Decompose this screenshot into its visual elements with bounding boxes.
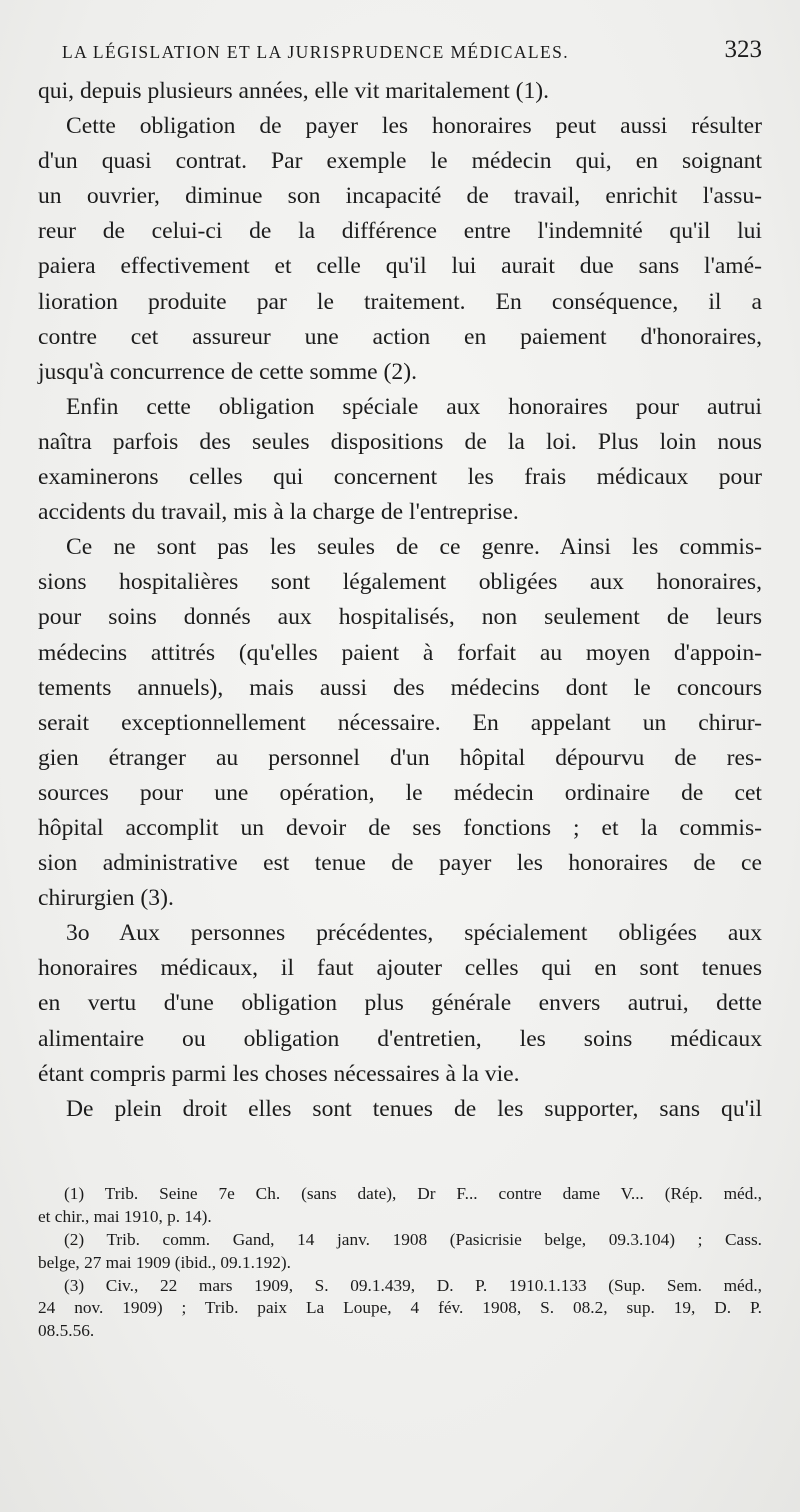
text-line: alimentaire ou obligation d'entretien, les soins médicaux (38, 1025, 762, 1052)
text-line: chirurgien (3). (38, 885, 174, 912)
page-number: 323 (724, 36, 762, 63)
text-line: tements annuels), mais aussi des médecins dont le concours (38, 674, 762, 701)
text-line: un ouvrier, diminue son incapacité de travail, enrichit l'assu- (38, 183, 762, 210)
running-title: LA LÉGISLATION ET LA JURISPRUDENCE MÉDICALES. (62, 42, 569, 62)
text-line: Enfin cette obligation spéciale aux honoraires pour autrui (66, 393, 762, 420)
text-line: gien étranger au personnel d'un hôpital dépourvu de res- (38, 744, 762, 771)
text-line: en vertu d'une obligation plus générale envers autrui, dette (38, 990, 762, 1017)
footnote-line: et chir., mai 1910, p. 14). (38, 1206, 212, 1226)
text-line: lioration produite par le traitement. En conséquence, il a (38, 288, 762, 315)
footnote-line: belge, 27 mai 1909 (ibid., 09.1.192). (38, 1252, 291, 1272)
text-line: accidents du travail, mis à la charge de l'entreprise. (38, 499, 519, 526)
text-line: honoraires médicaux, il faut ajouter celles qui en sont tenues (38, 955, 762, 982)
footnotes (38, 1183, 762, 1343)
footnote-line: (2) Trib. comm. Gand, 14 janv. 1908 (Pasicrisie belge, 09.3.104) ; Cass. (64, 1229, 762, 1249)
text-line: sources pour une opération, le médecin ordinaire de cet (38, 779, 762, 806)
footnote-line: (1) Trib. Seine 7e Ch. (sans date), Dr F... contre dame V... (Rép. méd., (64, 1184, 762, 1203)
running-header (62, 34, 762, 70)
text-line: étant compris parmi les choses nécessaires à la vie. (38, 1060, 520, 1087)
text-line: hôpital accomplit un devoir de ses fonctions ; et la commis- (38, 814, 762, 841)
text-line: Cette obligation de payer les honoraires peut aussi résulter (66, 113, 762, 140)
text-line: jusqu'à concurrence de cette somme (2). (38, 358, 417, 385)
text-line: examinerons celles qui concernent les frais médicaux pour (38, 464, 762, 491)
text-line: paiera effectivement et celle qu'il lui aurait due sans l'amé- (38, 253, 762, 280)
text-line: d'un quasi contrat. Par exemple le médecin qui, en soignant (38, 148, 762, 175)
text-line: pour soins donnés aux hospitalisés, non seulement de leurs (38, 604, 762, 631)
body-text (38, 74, 762, 1127)
text-line: serait exceptionnellement nécessaire. En appelant un chirur- (38, 709, 762, 736)
text-line: sion administrative est tenue de payer les honoraires de ce (38, 850, 762, 877)
text-line: qui, depuis plusieurs années, elle vit maritalement (1). (38, 78, 550, 104)
text-line: médecins attitrés (qu'elles paient à forfait au moyen d'appoin- (38, 639, 762, 666)
text-line: De plein droit elles sont tenues de les supporter, sans qu'il (66, 1095, 762, 1122)
text-line: sions hospitalières sont légalement obligées aux honoraires, (38, 569, 762, 596)
text-line: contre cet assureur une action en paiement d'honoraires, (38, 323, 762, 350)
text-line: reur de celui-ci de la différence entre l'indemnité qu'il lui (38, 218, 762, 245)
text-line: Ce ne sont pas les seules de ce genre. Ainsi les commis- (66, 534, 762, 561)
text-line: 3o Aux personnes précédentes, spécialement obligées aux (66, 920, 762, 947)
footnote-line: (3) Civ., 22 mars 1909, S. 09.1.439, D. P. 1910.1.133 (Sup. Sem. méd., (64, 1275, 762, 1295)
text-line: naîtra parfois des seules dispositions de la loi. Plus loin nous (38, 428, 762, 455)
footnote-line: 08.5.56. (38, 1321, 95, 1341)
footnote-line: 24 nov. 1909) ; Trib. paix La Loupe, 4 fév. 1908, S. 08.2, sup. 19, D. P. (38, 1298, 762, 1318)
